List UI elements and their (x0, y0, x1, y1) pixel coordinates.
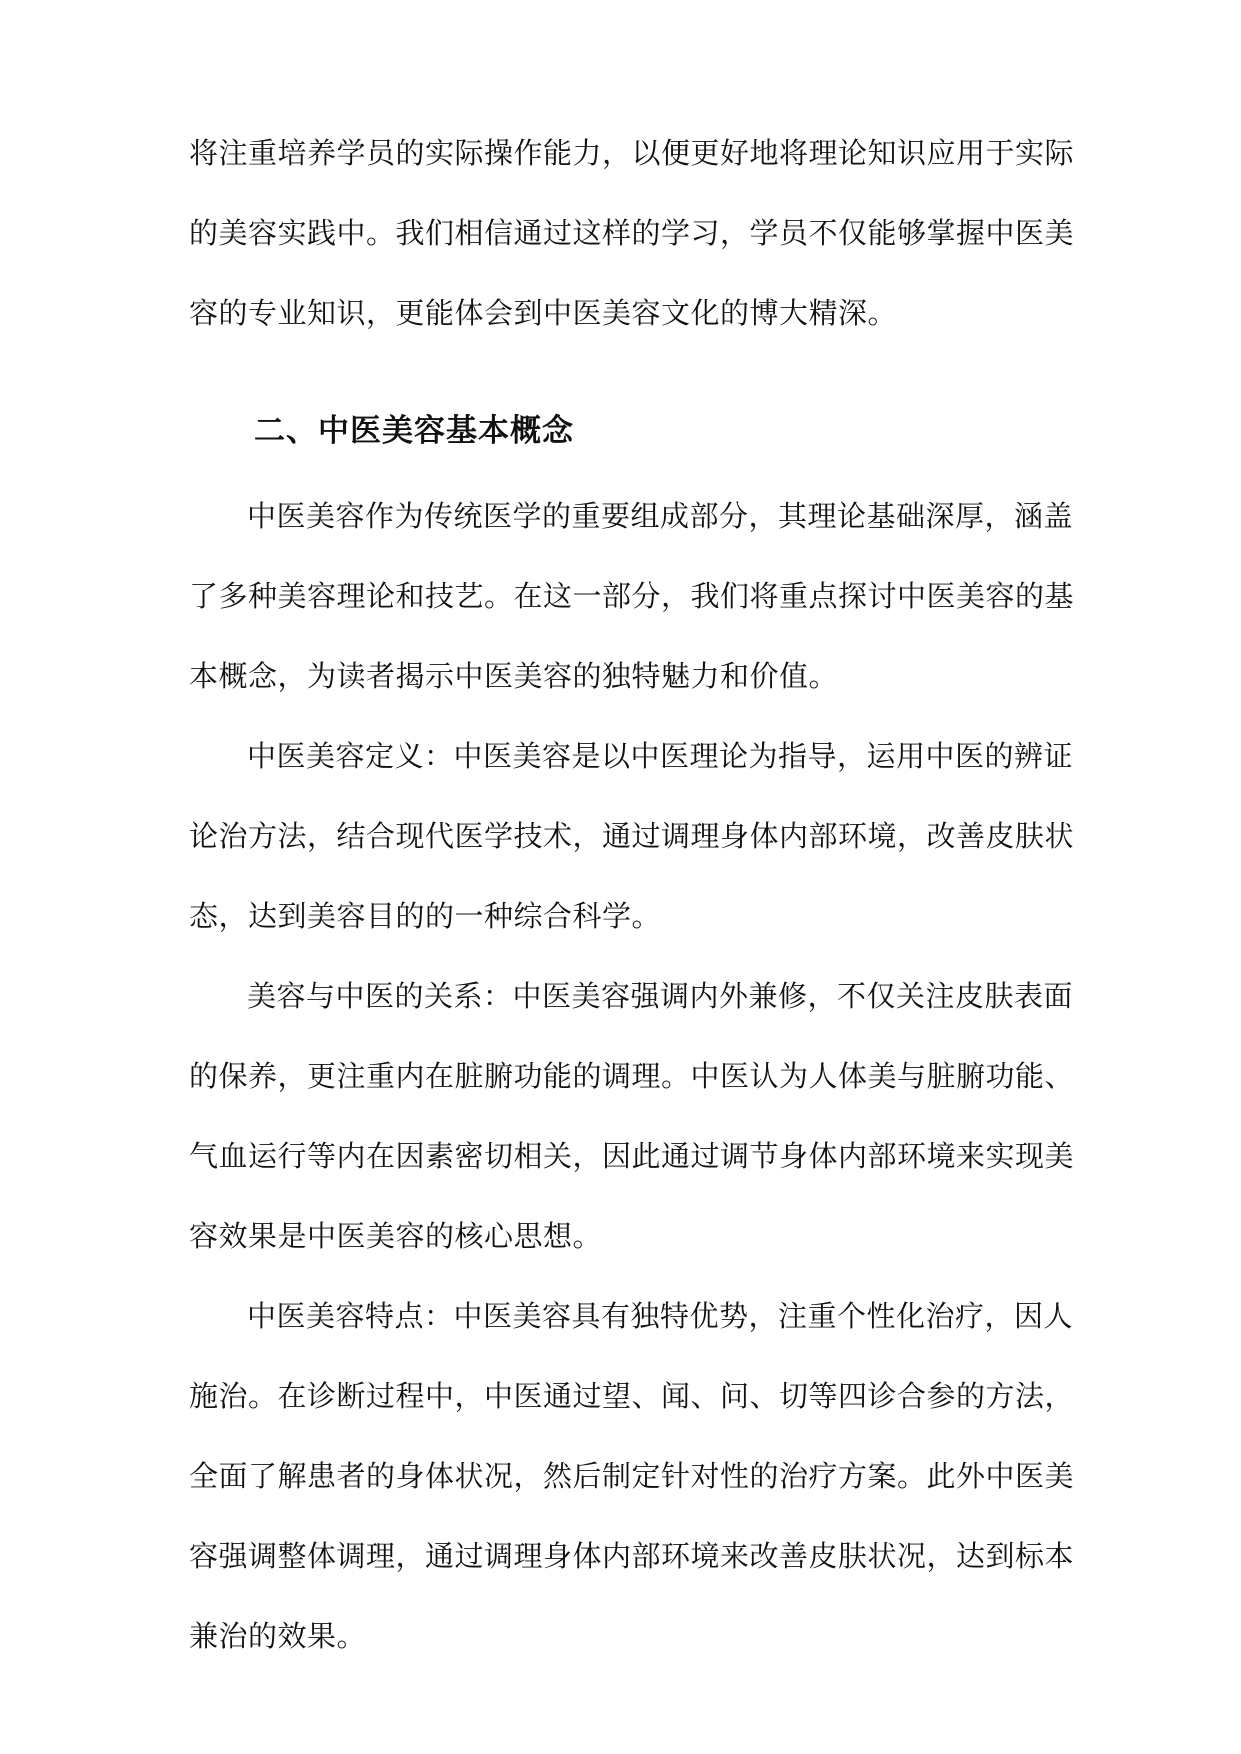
features-line-3: 全面了解患者的身体状况，然后制定针对性的治疗方案。此外中医美 (189, 1459, 1075, 1493)
relation-line-4: 容效果是中医美容的核心思想。 (189, 1219, 603, 1253)
overview-line-3: 本概念，为读者揭示中医美容的独特魅力和价值。 (189, 659, 839, 693)
features-line-4: 容强调整体调理，通过调理身体内部环境来改善皮肤状况，达到标本 (189, 1539, 1075, 1573)
relation-line-3: 气血运行等内在因素密切相关，因此通过调节身体内部环境来实现美 (189, 1139, 1075, 1173)
overview-line-1: 中医美容作为传统医学的重要组成部分，其理论基础深厚，涵盖 (247, 499, 1074, 533)
relation-line-1: 美容与中医的关系：中医美容强调内外兼修，不仅关注皮肤表面 (247, 979, 1074, 1013)
definition-line-1: 中医美容定义：中医美容是以中医理论为指导，运用中医的辨证 (247, 739, 1074, 773)
intro-line-3: 容的专业知识，更能体会到中医美容文化的博大精深。 (189, 296, 898, 330)
features-line-5: 兼治的效果。 (189, 1619, 367, 1653)
overview-line-2: 了多种美容理论和技艺。在这一部分，我们将重点探讨中医美容的基 (189, 579, 1075, 613)
features-line-1: 中医美容特点：中医美容具有独特优势，注重个性化治疗，因人 (247, 1299, 1074, 1333)
relation-line-2: 的保养，更注重内在脏腑功能的调理。中医认为人体美与脏腑功能、 (189, 1059, 1075, 1093)
features-line-2: 施治。在诊断过程中，中医通过望、闻、问、切等四诊合参的方法， (189, 1379, 1075, 1413)
intro-line-1: 将注重培养学员的实际操作能力，以便更好地将理论知识应用于实际 (189, 136, 1075, 170)
definition-line-3: 态，达到美容目的的一种综合科学。 (189, 899, 662, 933)
definition-line-2: 论治方法，结合现代医学技术，通过调理身体内部环境，改善皮肤状 (189, 819, 1075, 853)
intro-line-2: 的美容实践中。我们相信通过这样的学习，学员不仅能够掌握中医美 (189, 216, 1075, 250)
section-heading: 二、中医美容基本概念 (254, 413, 574, 449)
